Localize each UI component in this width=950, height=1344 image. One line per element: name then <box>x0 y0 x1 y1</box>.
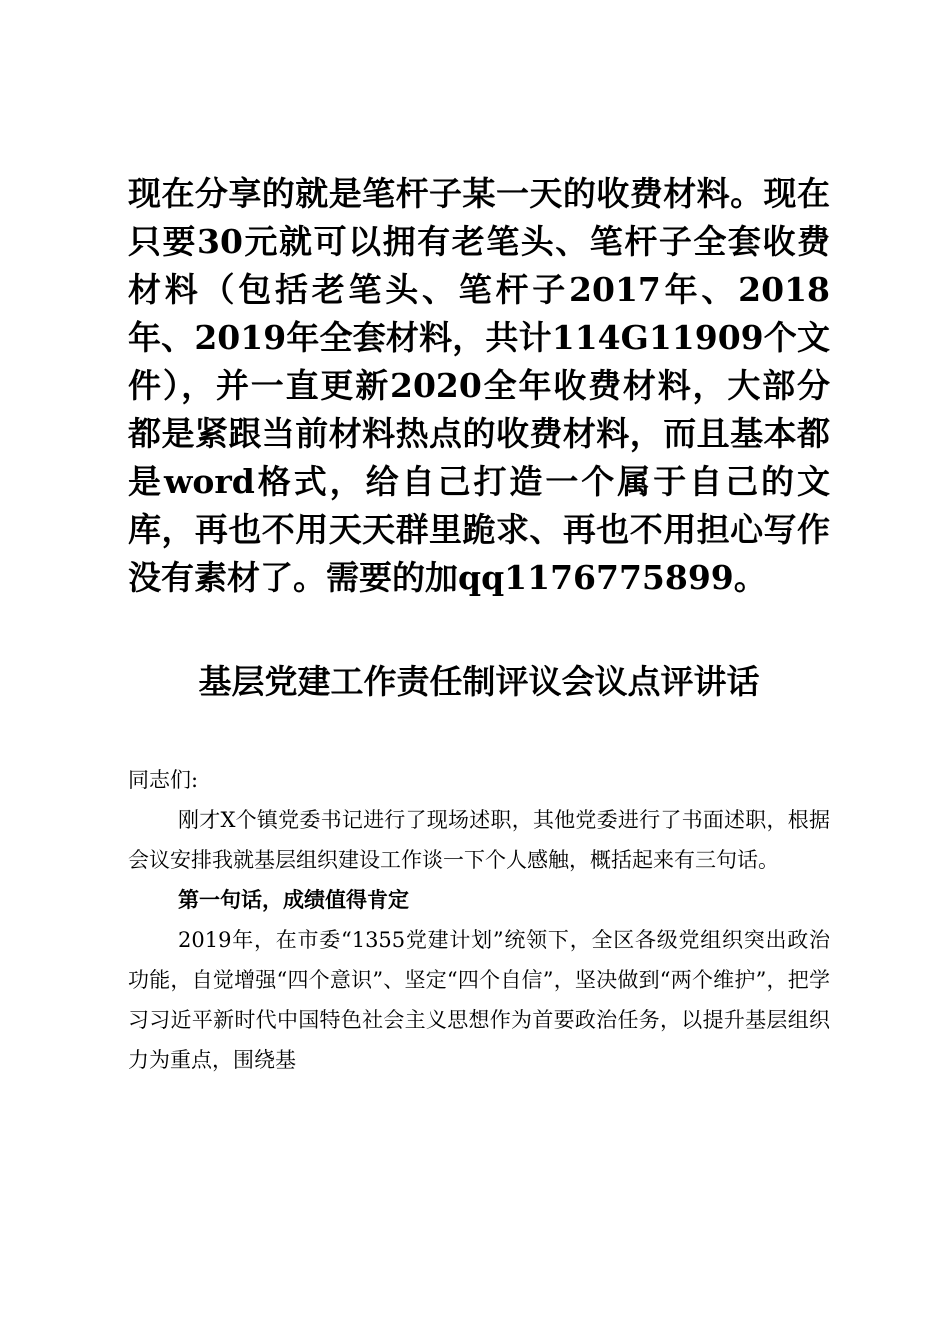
section-heading: 第一句话，成绩值得肯定 <box>178 888 409 912</box>
section-paragraph: 2019年，在市委“1355党建计划”统领下，全区各级党组织突出政治功能，自觉增强“四个意识”、坚定“四个自信”，坚决做到“两个维护”，把学习习近平新时代中国特色社会主义思想作为首要政治任务，以提升基层组织力为重点，围绕基 <box>128 928 830 1072</box>
document-body <box>128 760 830 1080</box>
document-title: 基层党建工作责任制评议会议点评讲话 <box>198 662 760 701</box>
salutation: 同志们: <box>128 768 199 792</box>
opening-paragraph: 刚才X个镇党委书记进行了现场述职，其他党委进行了书面述职，根据会议安排我就基层组织建设工作谈一下个人感触，概括起来有三句话。 <box>128 808 830 872</box>
promo-paragraph: 现在分享的就是笔杆子某一天的收费材料。现在只要30元就可以拥有老笔头、笔杆子全套收费材料（包括老笔头、笔杆子2017年、2018年、2019年全套材料，共计114G11909个文件），并一直更新2020全年收费材料，大部分都是紧跟当前材料热点的收费材料，而且基本都是word格式，给自己打造一个属于自己的文库，再也不用天天群里跪求、再也不用担心写作没有素材了。需要的加qq1176775899。 <box>128 174 830 597</box>
